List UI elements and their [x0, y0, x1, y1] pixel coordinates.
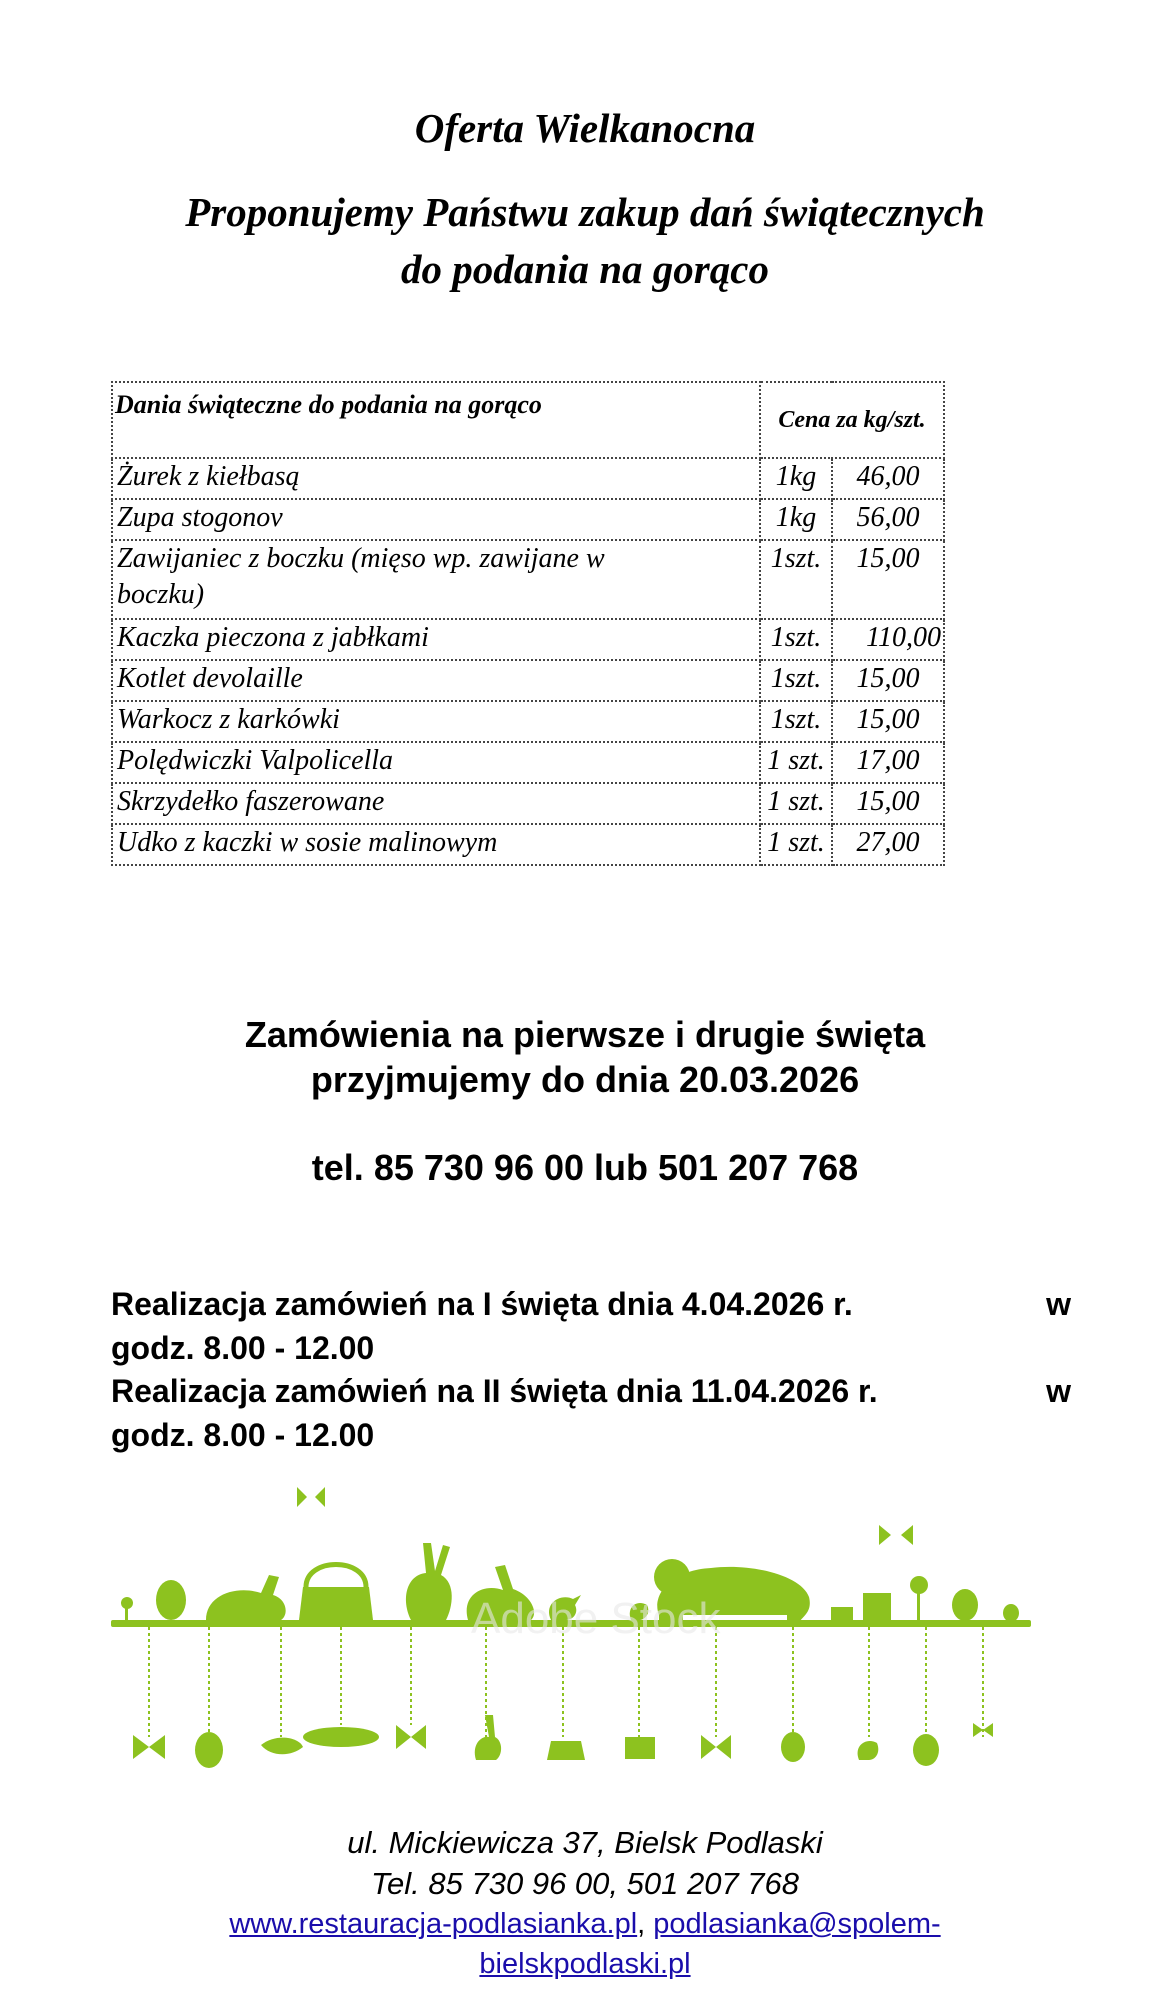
dish-name: Zupa stogonov [112, 499, 760, 540]
egg-icon [195, 1732, 223, 1768]
butterfly-icon [133, 1735, 165, 1759]
orders-phone: tel. 85 730 96 00 lub 501 207 768 [311, 1147, 859, 1188]
table-row [112, 742, 944, 783]
bird-icon [303, 1727, 379, 1747]
header-price: Cena za kg/szt. [760, 382, 944, 458]
footer-links [0, 1904, 1170, 1984]
table-header-row [112, 382, 944, 458]
table-row [112, 499, 944, 540]
egg-icon [913, 1734, 939, 1766]
rabbit-icon [206, 1575, 286, 1620]
dish-unit: 1szt. [760, 701, 832, 742]
email-link-continued[interactable]: bielskpodlaski.pl [479, 1948, 691, 1980]
dish-name [112, 540, 760, 619]
egg-icon [156, 1580, 186, 1620]
realization-1 [111, 1282, 1071, 1370]
dish-price: 15,00 [832, 540, 944, 619]
egg-icon [781, 1732, 805, 1762]
realization-1-text: Realizacja zamówień na I święta dnia 4.04.2026 r. [111, 1286, 853, 1322]
orders-line-1: Zamówienia na pierwsze i drugie święta [244, 1014, 926, 1055]
footer-phone: Tel. 85 730 96 00, 501 207 768 [370, 1866, 800, 1901]
page-title: Oferta Wielkanocna [414, 105, 756, 151]
dish-name: Kotlet devolaille [112, 660, 760, 701]
table-row [112, 783, 944, 824]
rabbit-icon [475, 1715, 501, 1760]
egg-icon [952, 1589, 978, 1621]
egg-basket-icon [831, 1607, 853, 1620]
realization-2-hours: godz. 8.00 - 12.00 [111, 1417, 375, 1453]
realization-1-hours: godz. 8.00 - 12.00 [111, 1330, 375, 1366]
header-dish-name: Dania świąteczne do podania na gorąco [112, 382, 760, 458]
butterfly-icon [879, 1525, 913, 1545]
butterfly-icon [701, 1735, 731, 1759]
table-row [112, 619, 944, 660]
basket-icon [547, 1741, 585, 1760]
table-row [112, 660, 944, 701]
table-row [112, 701, 944, 742]
subtitle-line-1: Proponujemy Państwu zakup dań świątecznych [185, 189, 985, 235]
table-row [112, 458, 944, 499]
dish-name: Udko z kaczki w sosie malinowym [112, 824, 760, 865]
egg-icon [1003, 1604, 1019, 1622]
email-link[interactable]: podlasianka@spolem- [653, 1908, 941, 1940]
realization-1-w: w [1046, 1286, 1071, 1322]
table-row [112, 540, 944, 619]
subtitle-line-2: do podania na gorąco [401, 246, 769, 292]
dish-price: 15,00 [832, 783, 944, 824]
dish-price: 27,00 [832, 824, 944, 865]
dish-name: Kaczka pieczona z jabłkami [112, 619, 760, 660]
dish-price: 56,00 [832, 499, 944, 540]
dish-unit: 1 szt. [760, 824, 832, 865]
page-subtitle [0, 184, 1170, 298]
table-row [112, 824, 944, 865]
realization-2-w: w [1046, 1373, 1071, 1409]
realization-2 [111, 1369, 1071, 1457]
watermark-text: Adobe Stock [471, 1594, 721, 1643]
dish-name: Żurek z kiełbasą [112, 458, 760, 499]
dish-price: 110,00 [832, 619, 944, 660]
butterfly-icon [396, 1725, 426, 1749]
chick-icon [858, 1741, 879, 1760]
dish-unit: 1szt. [760, 540, 832, 619]
dish-name-line-2: boczku) [117, 579, 205, 610]
dish-unit: 1szt. [760, 619, 832, 660]
link-separator: , [637, 1908, 654, 1940]
bird-icon [261, 1738, 303, 1755]
easter-decoration [111, 1475, 1036, 1805]
dish-name: Polędwiczki Valpolicella [112, 742, 760, 783]
realization-2-text: Realizacja zamówień na II święta dnia 11.04.2026 r. [111, 1373, 878, 1409]
dish-price: 15,00 [832, 660, 944, 701]
dish-unit: 1kg [760, 458, 832, 499]
standing-rabbit-icon [406, 1543, 452, 1620]
basket-icon [299, 1587, 373, 1620]
website-link[interactable]: www.restauracja-podlasianka.pl [229, 1908, 638, 1940]
orders-line-2: przyjmujemy do dnia 20.03.2026 [310, 1059, 860, 1100]
dish-name: Warkocz z karkówki [112, 701, 760, 742]
dish-price: 15,00 [832, 701, 944, 742]
dish-name-line-1: Zawijaniec z boczku (mięso wp. zawijane w [117, 543, 605, 574]
dish-price: 46,00 [832, 458, 944, 499]
dish-name: Skrzydełko faszerowane [112, 783, 760, 824]
dish-unit: 1kg [760, 499, 832, 540]
dish-unit: 1 szt. [760, 742, 832, 783]
menu-table [111, 381, 945, 866]
dish-unit: 1 szt. [760, 783, 832, 824]
gift-icon [863, 1593, 891, 1620]
footer-address: ul. Mickiewicza 37, Bielsk Podlaski [347, 1825, 823, 1860]
flower-icon [910, 1576, 928, 1594]
dish-price: 17,00 [832, 742, 944, 783]
dish-unit: 1szt. [760, 660, 832, 701]
gift-icon [625, 1737, 655, 1759]
butterfly-icon [297, 1487, 325, 1507]
